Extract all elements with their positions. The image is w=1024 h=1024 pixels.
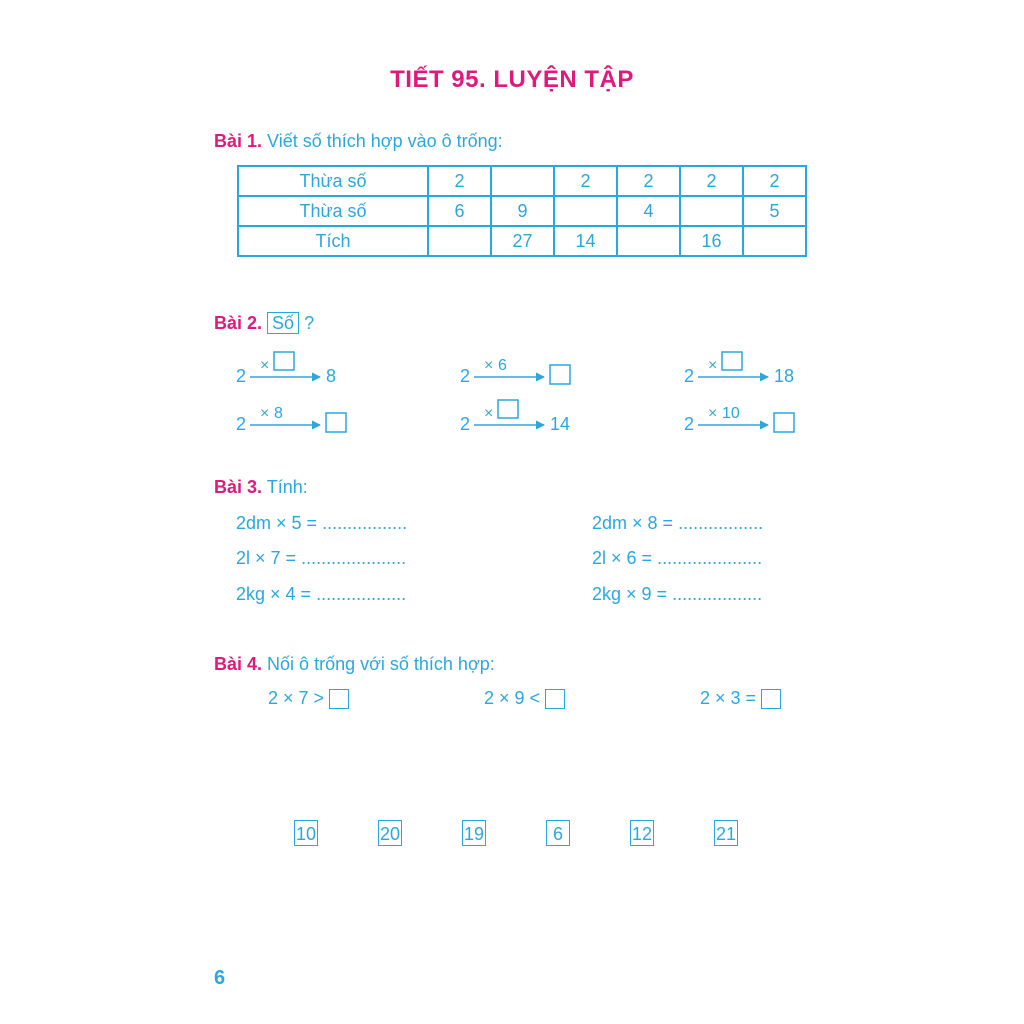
bai4-header xyxy=(214,654,495,675)
expression: 2dm × 5 = xyxy=(236,513,318,533)
table-cell[interactable]: 27 xyxy=(491,226,554,256)
bai2-item-6-operator: × xyxy=(708,405,718,422)
table-cell[interactable]: 5 xyxy=(743,196,806,226)
empty-box[interactable] xyxy=(545,689,565,709)
bai2-item-4-result-box[interactable] xyxy=(326,413,346,432)
comparison-expr: 2 × 7 > xyxy=(268,688,325,708)
row-header: Thừa số xyxy=(238,166,428,196)
empty-box[interactable] xyxy=(761,689,781,709)
table-cell[interactable]: 14 xyxy=(554,226,617,256)
bai2-item-4-start: 2 xyxy=(236,414,247,434)
answer-blank[interactable]: ..................... xyxy=(657,548,763,568)
bai2-item-4-multiplier: 8 xyxy=(274,405,283,422)
bai3-right-2 xyxy=(592,548,762,569)
bai2-item-1-operator: × xyxy=(260,357,270,374)
bai2-item-5-start: 2 xyxy=(460,414,471,434)
table-cell[interactable]: 6 xyxy=(428,196,491,226)
bai2-item-3-multiplier-box[interactable] xyxy=(722,352,742,370)
bai2-item-3-start: 2 xyxy=(684,366,695,386)
bai2-item-1-result: 8 xyxy=(326,366,337,386)
comparison-expr: 2 × 3 = xyxy=(700,688,757,708)
table-cell[interactable]: 9 xyxy=(491,196,554,226)
answer-blank[interactable]: ................. xyxy=(678,513,764,533)
bai1-label: Bài 1. xyxy=(214,131,263,151)
page-number: 6 xyxy=(214,967,226,989)
bai3-instruction: Tính: xyxy=(266,477,308,497)
so-box: Số xyxy=(267,312,299,334)
table-cell[interactable]: 2 xyxy=(554,166,617,196)
bai2-item-1-start: 2 xyxy=(236,366,247,386)
bai2-item-2-operator: × xyxy=(484,357,494,374)
page-title: TIẾT 95. LUYỆN TẬP xyxy=(390,66,634,93)
empty-box[interactable] xyxy=(329,689,349,709)
bai3-left-2 xyxy=(236,548,406,569)
bai3-right-3 xyxy=(592,584,762,605)
bai2-item-6-start: 2 xyxy=(684,414,695,434)
expression: 2kg × 9 = xyxy=(592,584,668,604)
answer-blank[interactable]: ................. xyxy=(322,513,408,533)
answer-blank[interactable]: .................. xyxy=(316,584,407,604)
bai4-label: Bài 4. xyxy=(214,654,263,674)
bai3-right-1 xyxy=(592,513,763,534)
answer-box-4[interactable]: 6 xyxy=(546,820,570,846)
expression: 2l × 7 = xyxy=(236,548,297,568)
comparison-1 xyxy=(268,688,349,709)
row-header: Thừa số xyxy=(238,196,428,226)
table-cell[interactable]: 16 xyxy=(680,226,743,256)
bai2-item-2-start: 2 xyxy=(460,366,471,386)
bai2-item-4-operator: × xyxy=(260,405,270,422)
bai4-instruction: Nối ô trống với số thích hợp: xyxy=(267,654,495,674)
bai2-item-6-result-box[interactable] xyxy=(774,413,794,432)
comparison-expr: 2 × 9 < xyxy=(484,688,541,708)
bai2-item-3-result: 18 xyxy=(774,366,795,386)
bai2-item-2-result-box[interactable] xyxy=(550,365,570,384)
bai3-left-1 xyxy=(236,513,407,534)
bai2-item-5-multiplier-box[interactable] xyxy=(498,400,518,418)
answer-box-1[interactable]: 10 xyxy=(294,820,318,846)
bai1-instruction: Viết số thích hợp vào ô trống: xyxy=(267,131,503,151)
answer-box-6[interactable]: 21 xyxy=(714,820,738,846)
answer-box-2[interactable]: 20 xyxy=(378,820,402,846)
answer-blank[interactable]: .................. xyxy=(672,584,763,604)
bai2-item-1-multiplier-box[interactable] xyxy=(274,352,294,370)
answer-box-5[interactable]: 12 xyxy=(630,820,654,846)
answer-box-3[interactable]: 19 xyxy=(462,820,486,846)
expression: 2kg × 4 = xyxy=(236,584,312,604)
bai3-left-3 xyxy=(236,584,406,605)
table-cell[interactable]: 2 xyxy=(617,166,680,196)
bai2-suffix: ? xyxy=(304,313,315,333)
bai2-item-6-multiplier: 10 xyxy=(722,405,740,422)
bai2-item-3-operator: × xyxy=(708,357,718,374)
comparison-3 xyxy=(700,688,781,709)
comparison-2 xyxy=(484,688,565,709)
row-header: Tích xyxy=(238,226,428,256)
bai2-item-5-operator: × xyxy=(484,405,494,422)
table-cell[interactable]: 4 xyxy=(617,196,680,226)
bai2-item-5-result: 14 xyxy=(550,414,571,434)
expression: 2l × 6 = xyxy=(592,548,653,568)
expression: 2dm × 8 = xyxy=(592,513,674,533)
bai3-label: Bài 3. xyxy=(214,477,263,497)
bai2-item-2-multiplier: 6 xyxy=(498,357,507,374)
bai2-label: Bài 2. xyxy=(214,313,263,333)
table-cell[interactable]: 2 xyxy=(680,166,743,196)
table-cell[interactable]: 2 xyxy=(743,166,806,196)
answer-blank[interactable]: ..................... xyxy=(301,548,407,568)
bai3-header xyxy=(214,477,308,498)
table-cell[interactable]: 2 xyxy=(428,166,491,196)
